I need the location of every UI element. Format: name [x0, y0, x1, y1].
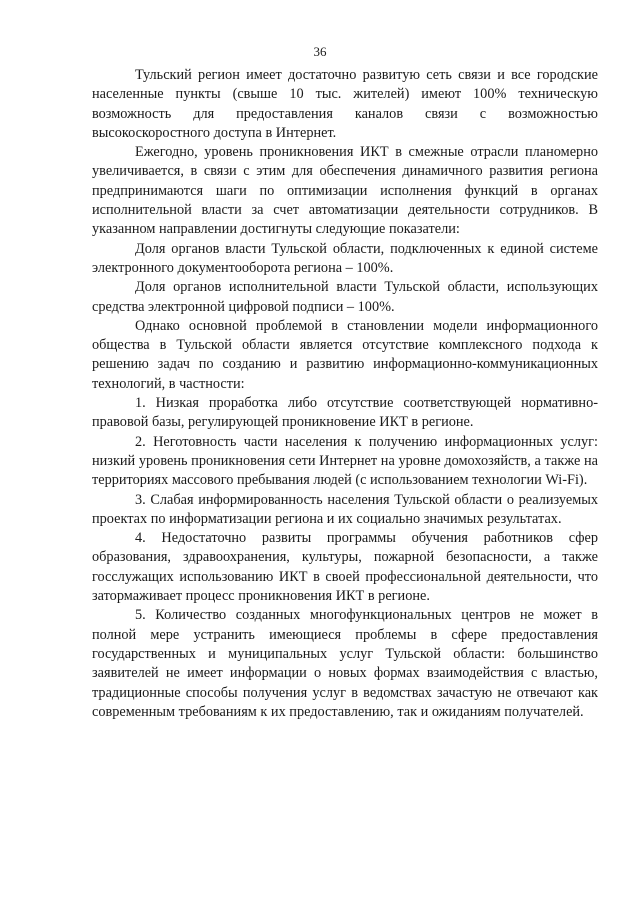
paragraph-eds-share: Доля органов исполнительной власти Тульской области, использующих средства электронной цифровой подписи – 100%. — [92, 279, 598, 315]
paragraph-edms-share: Доля органов власти Тульской области, подключенных к единой системе электронного документооборота региона – 100%. — [92, 240, 598, 276]
list-item-2: 2. Неготовность части населения к получению информационных услуг: низкий уровень проникновения сети Интернет на уровне домохозяйств, а также на территориях массового пребывания людей (с использованием технологии Wi-Fi). — [92, 433, 598, 489]
list-item-3: 3. Слабая информированность населения Тульской области о реализуемых проектах по информатизации региона и их социально значимых результатах. — [92, 491, 598, 527]
document-body — [92, 66, 598, 722]
page-number: 36 — [313, 44, 327, 59]
list-item-5: 5. Количество созданных многофункциональных центров не может в полной мере устранить имеющиеся проблемы в сфере предоставления государственных и муниципальных услуг Тульской области: большинство заявителей не имеет информации о новых формах взаимодействия с властью, традиционные способы получения услуг в ведомствах зачастую не отвечают как современным требованиям к их предоставлению, так и ожиданиям получателей. — [92, 607, 598, 720]
paragraph-ict-penetration: Ежегодно, уровень проникновения ИКТ в смежные отрасли планомерно увеличивается, в связи с этим для обеспечения динамичного развития региона предпринимаются шаги по оптимизации исполнения функций в органах исполнительной власти за счет автоматизации деятельности сотрудников. В указанном направлении достигнуты следующие показатели: — [92, 144, 598, 238]
list-item-1: 1. Низкая проработка либо отсутствие соответствующей нормативно-правовой базы, регулирующей проникновение ИКТ в регионе. — [92, 395, 598, 431]
list-item-4: 4. Недостаточно развиты программы обучения работников сфер образования, здравоохранения, культуры, пожарной безопасности, а также госслужащих использованию ИКТ в своей профессиональной деятельности, что затормаживает процесс проникновения ИКТ в регионе. — [92, 530, 598, 605]
paragraph-main-problem: Однако основной проблемой в становлении модели информационного общества в Тульской области является отсутствие комплексного подхода к решению задач по созданию и развитию информационно-коммуникационных технологий, в частности: — [92, 317, 598, 392]
paragraph-network: Тульский регион имеет достаточно развитую сеть связи и все городские населенные пункты (свыше 10 тыс. жителей) имеют 100% техническую возможность для предоставления каналов связи с возможностью высокоскоростного доступа в Интернет. — [92, 67, 598, 141]
